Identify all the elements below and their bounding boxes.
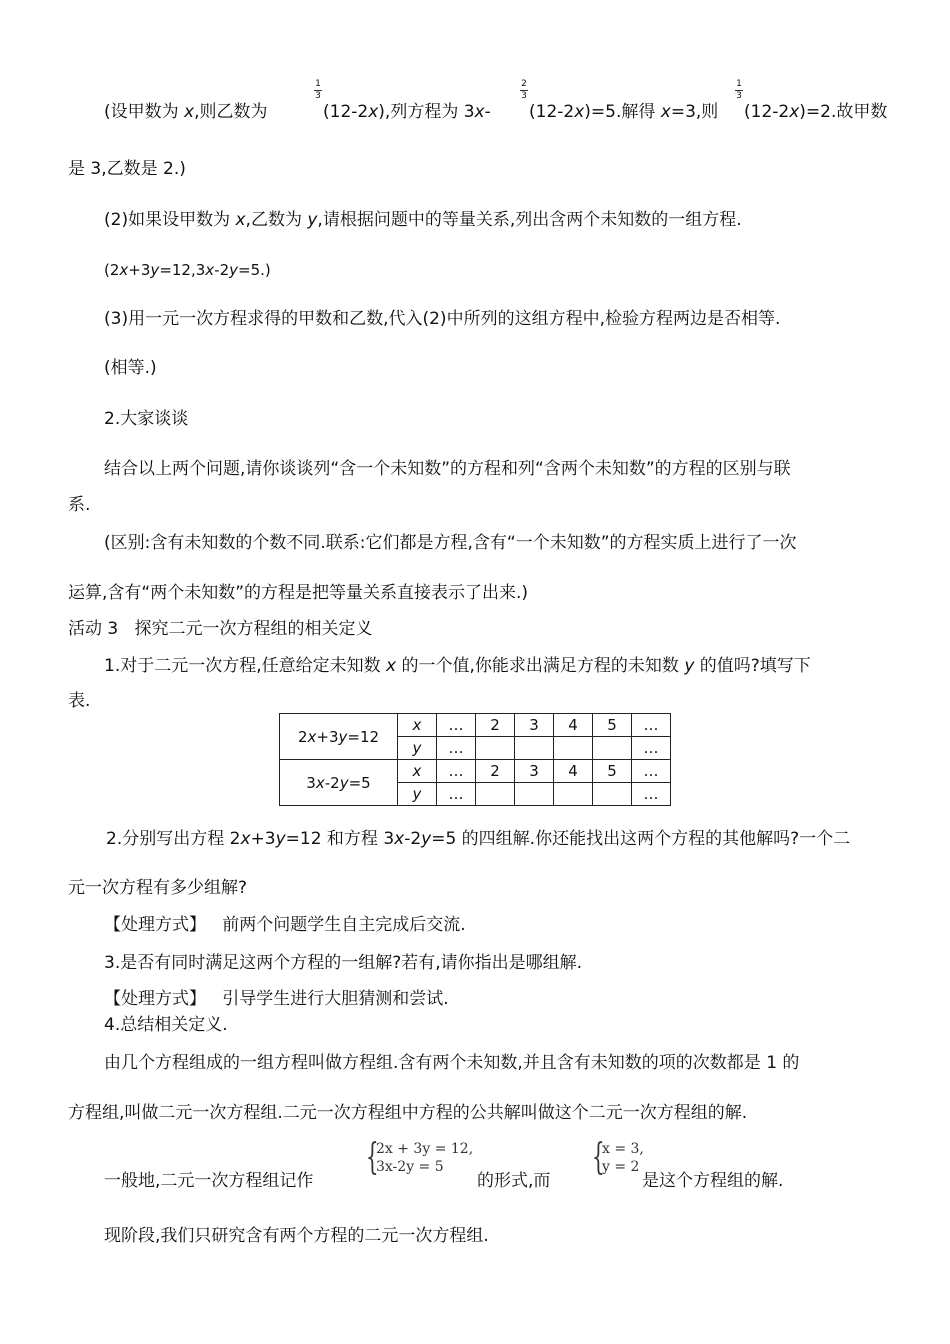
- activity-question-2b: 元一次方程有多少组解?: [68, 878, 248, 898]
- text: =12: [347, 727, 380, 746]
- table-cell: 5: [593, 714, 632, 737]
- text: ),列方程为 3: [378, 102, 475, 122]
- text: (2: [104, 261, 120, 279]
- equation-cell-1: [280, 714, 398, 760]
- var-x: x: [307, 727, 317, 746]
- general-form-text-b: 的形式,而: [477, 1171, 551, 1191]
- var-y: y: [684, 656, 695, 676]
- talk-answer-2: 运算,含有“两个未知数”的方程是把等量关系直接表示了出来.): [68, 583, 529, 603]
- definition-1: 由几个方程组成的一组方程叫做方程组.含有两个未知数,并且含有未知数的项的次数都是 1 的: [104, 1053, 800, 1073]
- text: =12 和方程 3: [285, 829, 395, 849]
- table-cell: …: [632, 760, 671, 783]
- table-cell: [554, 737, 593, 760]
- method-2: [104, 988, 449, 1010]
- system-line-2: 3x-2y = 5: [376, 1159, 444, 1175]
- var-x: x: [368, 102, 379, 122]
- numerator: 1: [736, 79, 742, 89]
- var-y: y: [412, 785, 422, 803]
- table-row: [280, 714, 671, 737]
- var-x: x: [205, 261, 215, 279]
- text: 1.对于二元一次方程,任意给定未知数: [104, 656, 387, 676]
- x-label-cell: [398, 714, 437, 737]
- activity-question-1: [104, 655, 811, 677]
- var-x: x: [394, 829, 405, 849]
- text: -: [484, 102, 491, 122]
- method-text: 前两个问题学生自主完成后交流.: [222, 915, 466, 935]
- text: +3: [250, 829, 276, 849]
- table-cell: [593, 737, 632, 760]
- left-brace-icon: {: [592, 1137, 605, 1178]
- var-y: y: [338, 727, 348, 746]
- table-cell: 2: [476, 760, 515, 783]
- solution-line-2: y = 2: [602, 1159, 640, 1175]
- table-cell: …: [437, 737, 476, 760]
- text: =12,3: [159, 261, 206, 279]
- answer-line-1: [104, 101, 268, 123]
- values-table: [279, 713, 671, 806]
- var-y: y: [275, 829, 286, 849]
- var-y: y: [229, 261, 239, 279]
- text: )=2.故甲数: [799, 102, 888, 122]
- table-cell: [515, 783, 554, 806]
- table-cell: …: [437, 760, 476, 783]
- fraction-one-third-2: [735, 80, 743, 101]
- table-cell: [476, 783, 515, 806]
- text: =5 的四组解.你还能找出这两个方程的其他解吗?一个二: [431, 829, 851, 849]
- text: ,乙数为: [245, 210, 308, 230]
- text: (12-2: [744, 102, 790, 122]
- var-y: y: [412, 739, 422, 757]
- definition-2: 方程组,叫做二元一次方程组.二元一次方程组中方程的公共解叫做这个二元一次方程组的解.: [68, 1103, 748, 1123]
- table-cell: 2: [476, 714, 515, 737]
- equation-system: [366, 1137, 474, 1178]
- text: )=5.解得: [584, 102, 661, 122]
- text: =5: [348, 773, 371, 792]
- talk-paragraph-2: 系.: [68, 495, 91, 515]
- activity-title: 探究二元一次方程组的相关定义: [134, 619, 373, 639]
- table-cell: …: [632, 783, 671, 806]
- final-note: 现阶段,我们只研究含有两个方程的二元一次方程组.: [104, 1226, 489, 1246]
- activity-question-4: 4.总结相关定义.: [104, 1015, 228, 1035]
- activity-question-3: 3.是否有同时满足这两个方程的一组解?若有,请你指出是哪组解.: [104, 953, 583, 973]
- question-3: (3)用一元一次方程求得的甲数和乙数,代入(2)中所列的这组方程中,检验方程两边是否相等.: [104, 309, 781, 329]
- answer-line-1b: [323, 101, 491, 123]
- var-x: x: [574, 102, 585, 122]
- table-cell: 4: [554, 714, 593, 737]
- table-cell: …: [632, 714, 671, 737]
- table-cell: 4: [554, 760, 593, 783]
- answer-line-2: 是 3,乙数是 2.): [68, 159, 186, 179]
- table-row: [280, 760, 671, 783]
- table-cell: 5: [593, 760, 632, 783]
- table-cell: [593, 783, 632, 806]
- table-cell: [476, 737, 515, 760]
- text: 3: [306, 773, 316, 792]
- solution-line-1: x = 3,: [602, 1141, 644, 1157]
- table-cell: …: [437, 783, 476, 806]
- table-cell: [515, 737, 554, 760]
- fraction-two-thirds: [520, 80, 528, 101]
- text: -2: [404, 829, 422, 849]
- left-brace-icon: {: [366, 1137, 379, 1178]
- x-label-cell: [398, 760, 437, 783]
- talk-paragraph-1: 结合以上两个问题,请你谈谈列“含一个未知数”的方程和列“含两个未知数”的方程的区别与联: [104, 459, 791, 479]
- table-cell: 3: [515, 760, 554, 783]
- numerator: 2: [521, 79, 527, 89]
- text: (设甲数为: [104, 102, 185, 122]
- text: 2.分别写出方程 2: [106, 829, 241, 849]
- general-form-text-a: 一般地,二元一次方程组记作: [104, 1171, 314, 1191]
- answer-3: (相等.): [104, 358, 157, 378]
- general-form-text-c: 是这个方程组的解.: [642, 1171, 784, 1191]
- question-2: [104, 209, 742, 231]
- answer-line-1d: [744, 101, 887, 123]
- var-x: x: [474, 102, 485, 122]
- text: ,则乙数为: [194, 102, 268, 122]
- text: =5.): [238, 261, 271, 279]
- var-x: x: [386, 656, 397, 676]
- var-x: x: [412, 716, 422, 734]
- denominator: 3: [736, 91, 742, 101]
- text: -2: [214, 261, 230, 279]
- denominator: 3: [315, 91, 321, 101]
- method-1: [104, 914, 466, 936]
- table-cell: …: [437, 714, 476, 737]
- text: 2: [297, 727, 308, 746]
- activity-question-1b: 表.: [68, 691, 91, 711]
- var-x: x: [412, 762, 422, 780]
- var-y: y: [150, 261, 160, 279]
- text: =3,则: [670, 102, 719, 122]
- equation-cell-2: [280, 760, 398, 806]
- var-x: x: [789, 102, 800, 122]
- var-x: x: [660, 102, 671, 122]
- text: (12-2: [529, 102, 575, 122]
- activity-label: 活动 3: [68, 619, 119, 639]
- denominator: 3: [521, 91, 527, 101]
- answer-2: [104, 259, 271, 281]
- var-x: x: [119, 261, 129, 279]
- solution-system: [592, 1137, 644, 1178]
- text: 的一个值,你能求出满足方程的未知数: [396, 656, 685, 676]
- table-cell: 3: [515, 714, 554, 737]
- system-line-1: 2x + 3y = 12,: [376, 1141, 474, 1157]
- var-y: y: [339, 773, 349, 792]
- method-tag: 【处理方式】: [104, 915, 206, 935]
- var-x: x: [235, 210, 246, 230]
- var-x: x: [184, 102, 195, 122]
- var-x: x: [240, 829, 251, 849]
- text: -2: [324, 773, 340, 792]
- activity-3-heading: [68, 618, 372, 640]
- table-cell: [554, 783, 593, 806]
- text: (2)如果设甲数为: [104, 210, 236, 230]
- answer-line-1c: [529, 101, 718, 123]
- method-text: 引导学生进行大胆猜测和尝试.: [222, 989, 449, 1009]
- method-tag: 【处理方式】: [104, 989, 206, 1009]
- text: ,请根据问题中的等量关系,列出含两个未知数的一组方程.: [317, 210, 742, 230]
- numerator: 1: [315, 79, 321, 89]
- text: +3: [316, 727, 339, 746]
- table-cell: …: [632, 737, 671, 760]
- talk-answer-1: (区别:含有未知数的个数不同.联系:它们都是方程,含有“一个未知数”的方程实质上进行了一次: [104, 533, 797, 553]
- var-y: y: [421, 829, 432, 849]
- y-label-cell: [398, 737, 437, 760]
- var-y: y: [307, 210, 318, 230]
- y-label-cell: [398, 783, 437, 806]
- text: 的值吗?填写下: [694, 656, 811, 676]
- fraction-one-third: [314, 80, 322, 101]
- section-2-title: 2.大家谈谈: [104, 409, 189, 429]
- var-x: x: [315, 773, 325, 792]
- text: (12-2: [323, 102, 369, 122]
- activity-question-2: [106, 828, 850, 850]
- text: +3: [128, 261, 151, 279]
